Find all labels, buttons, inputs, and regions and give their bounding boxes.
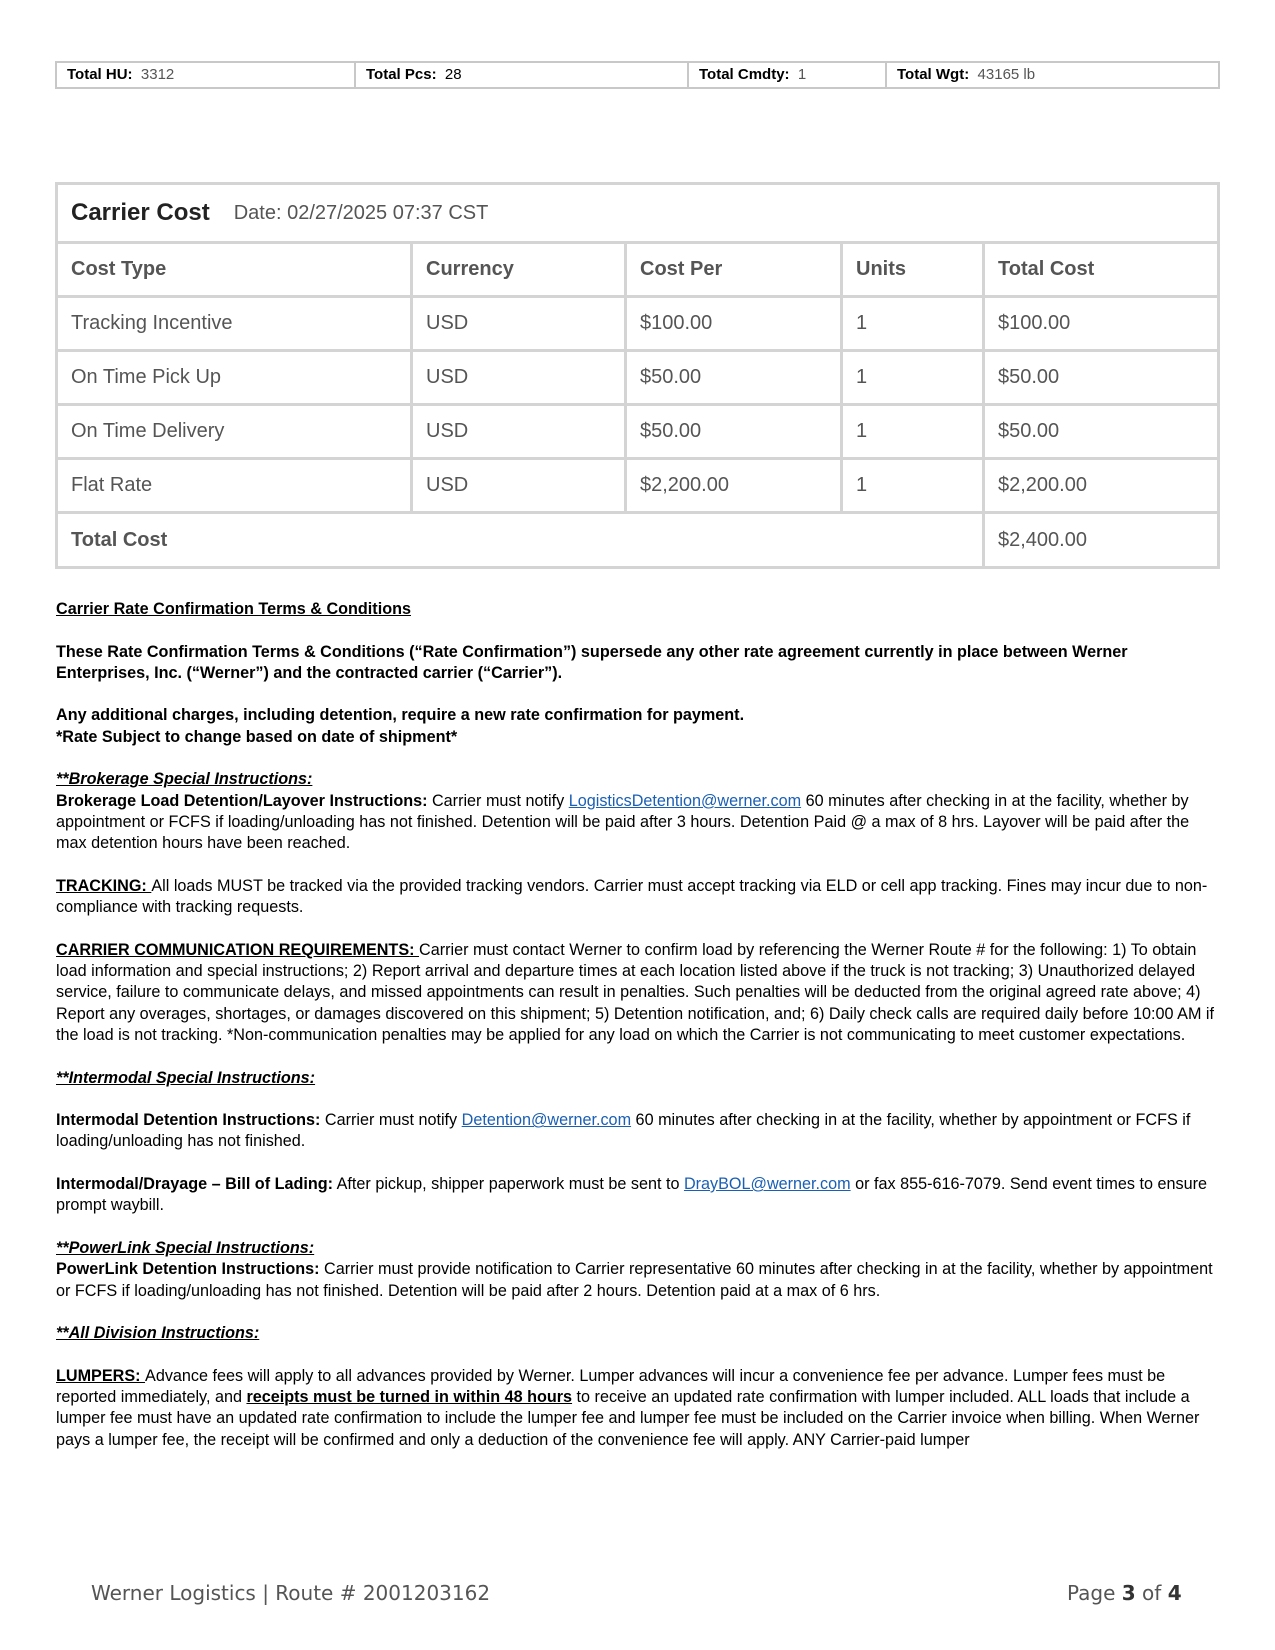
table-cell: $100.00 [998,312,1071,334]
carrier-cost-date: Date: 02/27/2025 07:37 CST [233,201,489,224]
lumpers-receipts-emphasis: receipts must be turned in within 48 hours [246,1387,573,1406]
table-header-row [58,244,1217,298]
table-cell: USD [413,460,627,511]
table-cell: 1 [843,298,985,349]
drayage-label: Intermodal/Drayage – Bill of Lading: [56,1175,334,1194]
table-cell: USD [413,352,627,403]
table-cell: USD [413,298,627,349]
lumpers-text: to receive an updated rate confirmation with lumper included. ALL loads that include a lumper fee must have an updated rate confirmation to include the lumper fee and lumper fee must be included on the Carrier invoice when billing. When Werner pays a lumper fee, the receipt will be confirmed and only a deduction of the convenience fee will apply. ANY Carrier-paid lumper [56,1387,1200,1449]
total-wgt-label: Total Wgt: [897,66,970,83]
total-cost-row [58,514,1217,566]
tracking-label: TRACKING: [56,876,152,895]
page-word: Page [1067,1581,1122,1605]
lumpers-paragraph [56,1366,1222,1451]
total-cost-label: Total Cost [58,514,985,566]
total-cost-value: $2,400.00 [998,528,1087,551]
totals-bar [55,61,1220,89]
intermodal-label: Intermodal Detention Instructions: [56,1111,321,1130]
communication-label: CARRIER COMMUNICATION REQUIREMENTS: [56,940,420,959]
intermodal-text: 60 minutes after checking in at the facility, whether by appointment or FCFS if loading/unloading has not finished. [56,1111,1191,1151]
table-row [58,460,1217,514]
table-row [58,352,1217,406]
total-pcs [356,63,689,87]
total-wgt [887,63,1218,87]
table-cell: $2,200.00 [627,460,843,511]
drayage-email-link[interactable]: DrayBOL@werner.com [683,1175,851,1194]
tracking-text: All loads MUST be tracked via the provided tracking vendors. Carrier must accept tracking via ELD or cell app tracking. Fines may incur due to non-compliance with tracking requests. [56,876,1208,917]
lumpers-text: Advance fees will apply to all advances provided by Werner. Lumper advances will incur a convenience fee per advance. Lumper fees must be reported immediately, and [56,1366,1166,1406]
total-hu-value: 3312 [140,66,175,83]
total-hu-label: Total HU: [67,66,133,83]
intermodal-text: Carrier must notify [320,1111,462,1130]
current-page: 3 [1121,1581,1136,1605]
total-pcs-value: 28 [444,66,462,83]
column-header: Total Cost [998,258,1095,280]
brokerage-paragraph [56,791,1222,855]
table-cell: On Time Pick Up [58,352,413,403]
table-cell: $50.00 [998,366,1060,388]
footer-page-number [1067,1581,1182,1605]
intermodal-email-link[interactable]: Detention@werner.com [461,1111,632,1130]
table-cell: Flat Rate [58,460,413,511]
total-pages: 4 [1167,1581,1182,1605]
lumpers-label: LUMPERS: [56,1366,146,1385]
total-cmdty-label: Total Cmdty: [699,66,790,83]
carrier-cost-header [58,185,1217,244]
all-division-heading: **All Division Instructions: [56,1324,260,1343]
total-pcs-label: Total Pcs: [366,66,437,83]
drayage-text: or fax 855-616-7079. Send event times to ensure prompt waybill. [56,1175,1207,1215]
carrier-cost-title: Carrier Cost [71,199,210,226]
table-cell: $2,200.00 [998,474,1087,496]
table-row [58,298,1217,352]
table-cell: 1 [843,460,985,511]
table-cell: 1 [843,352,985,403]
drayage-paragraph [56,1174,1222,1217]
footer-route: Werner Logistics | Route # 2001203162 [91,1581,491,1605]
communication-paragraph [56,940,1222,1046]
of-word: of [1135,1581,1168,1605]
column-header: Currency [413,244,627,295]
total-wgt-value: 43165 lb [977,66,1036,83]
total-hu [57,63,356,87]
powerlink-paragraph [56,1259,1222,1302]
terms-supersede: These Rate Confirmation Terms & Conditions (“Rate Confirmation”) supersede any other rate agreement currently in place between Werner Enterprises, Inc. (“Werner”) and the contracted carrier (“Carrier”). [56,642,1128,682]
table-cell: Tracking Incentive [58,298,413,349]
terms-additional-charges: Any additional charges, including detention, require a new rate confirmation for payment. [56,706,745,725]
table-cell: $50.00 [627,352,843,403]
brokerage-text: Carrier must notify [427,791,569,810]
brokerage-email-link[interactable]: LogisticsDetention@werner.com [568,791,802,810]
intermodal-paragraph [56,1110,1222,1153]
tracking-paragraph [56,876,1222,919]
carrier-cost-table [55,182,1220,569]
intermodal-heading: **Intermodal Special Instructions: [56,1068,316,1087]
powerlink-text: Carrier must provide notification to Carrier representative 60 minutes after checking in at the facility, whether by appointment or FCFS if loading/unloading has not finished. Detention will be paid after 2 hours. Detention paid at a max of 6 hrs. [56,1260,1213,1300]
brokerage-heading: **Brokerage Special Instructions: [56,770,313,789]
column-header: Cost Type [58,244,413,295]
terms-rate-subject: *Rate Subject to change based on date of shipment* [56,727,458,746]
column-header: Units [843,244,985,295]
communication-text: Carrier must contact Werner to confirm load by referencing the Werner Route # for the following: 1) To obtain load information and special instructions; 2) Report arrival and departure times at each location listed above if the truck is not tracking; 3) Unauthorized delayed service, failure to communicate delays, and missed appointments can result in penalties. Such penalties will be deducted from the original agreed rate above; 4) Report any overages, shortages, or damages discovered on this shipment; 5) Detention notification, and; 6) Daily check calls are required daily before 10:00 AM if the load is not tracking. *Non-communication penalties may be applied for any load on which the Carrier is not communicating to meet customer expectations. [56,940,1215,1044]
table-cell: On Time Delivery [58,406,413,457]
table-cell: 1 [843,406,985,457]
column-header: Cost Per [627,244,843,295]
powerlink-label: PowerLink Detention Instructions: [56,1260,320,1279]
table-cell: $100.00 [627,298,843,349]
terms-section [56,599,1222,1451]
powerlink-heading: **PowerLink Special Instructions: [56,1238,315,1257]
total-cmdty-value: 1 [797,66,807,83]
brokerage-label: Brokerage Load Detention/Layover Instructions: [56,791,428,810]
total-cmdty [689,63,887,87]
table-cell: $50.00 [627,406,843,457]
brokerage-text: 60 minutes after checking in at the facility, whether by appointment or FCFS if loading/unloading has not finished. Detention will be paid after 3 hours. Detention Paid @ a max of 8 hrs. Layover will be paid after the max detention hours have been reached. [56,791,1190,853]
table-cell: USD [413,406,627,457]
table-row [58,406,1217,460]
terms-heading: Carrier Rate Confirmation Terms & Conditions [56,600,411,618]
drayage-text: After pickup, shipper paperwork must be sent to [333,1175,684,1194]
table-cell: $50.00 [998,420,1060,442]
